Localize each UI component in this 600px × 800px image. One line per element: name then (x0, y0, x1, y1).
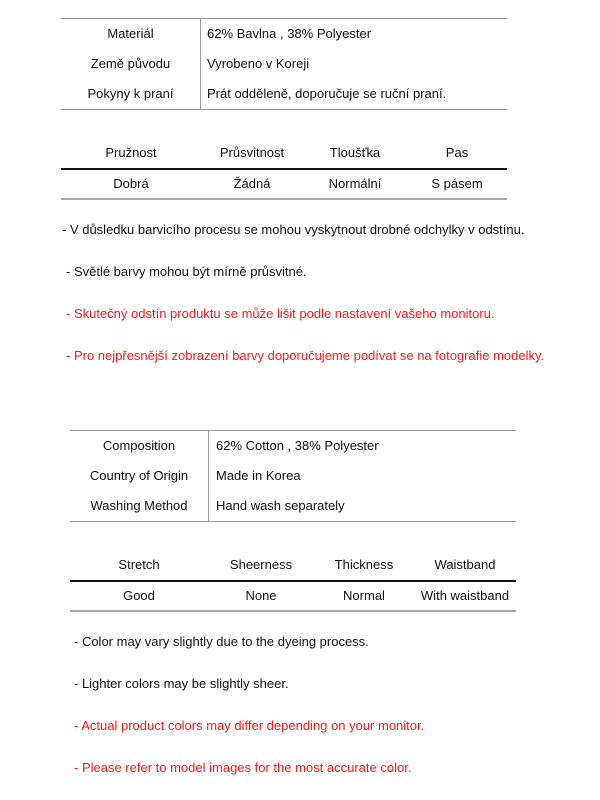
warning-note: - Please refer to model images for the most accurate color. (74, 760, 412, 775)
info-label: Materiál (107, 26, 154, 41)
info-value: Prát odděleně, doporučuje se ruční praní. (207, 86, 447, 101)
spec-header-row (61, 138, 507, 168)
info-label: Washing Method (90, 498, 188, 513)
table-row (61, 79, 507, 109)
spec-value-row (61, 170, 507, 198)
info-value: Made in Korea (216, 468, 301, 483)
table-row (61, 19, 507, 49)
warning-note: - Skutečný odstín produktu se může lišit podle nastavení vašeho monitoru. (66, 306, 495, 321)
info-label: Composition (102, 438, 176, 453)
table-row (70, 431, 516, 461)
care-note: - Světlé barvy mohou být mírně průsvitné. (66, 264, 307, 279)
spec-value: Good (123, 588, 155, 603)
info-label: Země původu (90, 56, 171, 71)
info-value: Vyrobeno v Koreji (207, 56, 310, 71)
spec-header-row (70, 550, 516, 580)
spec-header: Stretch (118, 557, 160, 572)
warning-note: - Pro nejpřesnější zobrazení barvy doporučujeme podívat se na fotografie modelky. (66, 348, 545, 363)
warning-note: - Actual product colors may differ depending on your monitor. (74, 718, 425, 733)
info-value: Hand wash separately (216, 498, 345, 513)
care-note: - Lighter colors may be slightly sheer. (74, 676, 289, 691)
spec-header: Waistband (434, 557, 496, 572)
spec-value: Dobrá (113, 176, 149, 191)
english-info-table (70, 430, 516, 522)
spec-header: Průsvitnost (219, 145, 285, 160)
czech-info-table (61, 18, 507, 110)
spec-value: With waistband (420, 588, 510, 603)
spec-value: None (245, 588, 277, 603)
info-value: 62% Cotton , 38% Polyester (216, 438, 379, 453)
care-note: - Color may vary slightly due to the dyeing process. (74, 634, 369, 649)
english-spec-table (70, 550, 516, 612)
spec-header: Thickness (334, 557, 394, 572)
spec-header: Sheerness (229, 557, 293, 572)
spec-header: Tloušťka (329, 145, 381, 160)
table-bottom-rule (70, 610, 516, 612)
table-bottom-rule (61, 198, 507, 200)
table-row (70, 461, 516, 491)
care-note: - V důsledku barvicího procesu se mohou vyskytnout drobné odchylky v odstínu. (62, 222, 525, 237)
info-value: 62% Bavlna , 38% Polyester (207, 26, 372, 41)
info-label: Pokyny k praní (87, 86, 174, 101)
spec-value-row (70, 582, 516, 610)
spec-header: Pas (445, 145, 469, 160)
spec-value: S pásem (431, 176, 483, 191)
table-row (70, 491, 516, 521)
spec-value: Žádná (233, 176, 271, 191)
table-row (61, 49, 507, 79)
spec-value: Normal (343, 588, 385, 603)
spec-value: Normální (328, 176, 382, 191)
info-label: Country of Origin (89, 468, 189, 483)
spec-header: Pružnost (105, 145, 157, 160)
czech-spec-table (61, 138, 507, 200)
